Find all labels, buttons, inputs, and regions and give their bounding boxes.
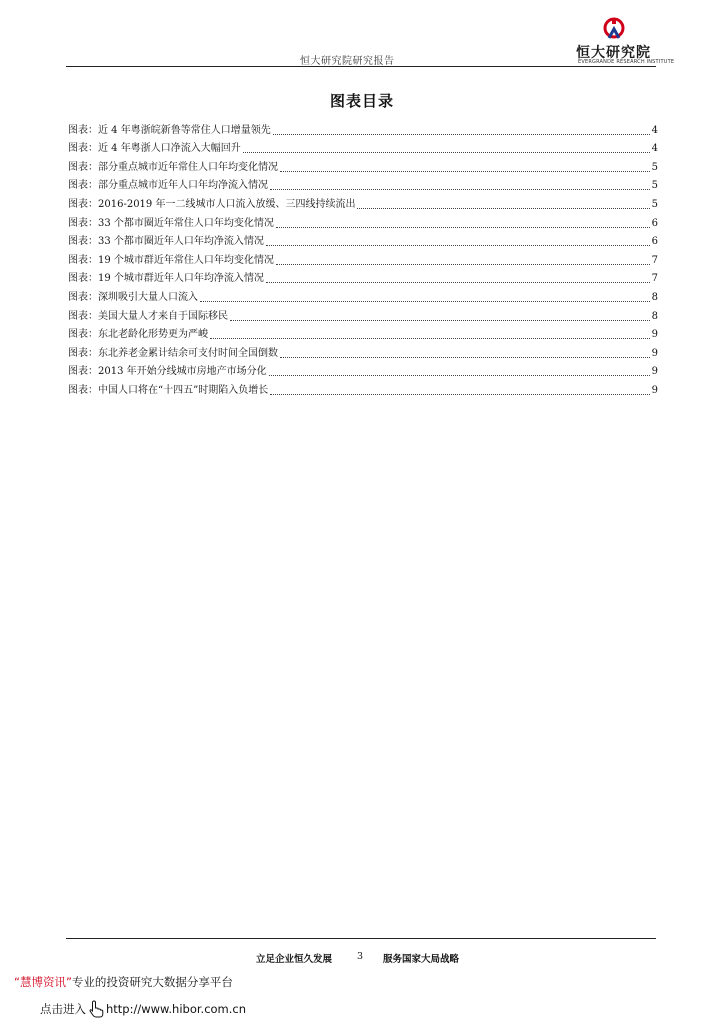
promo-banner (14, 974, 233, 990)
toc-item-label: 图表：19 个城市群近年常住人口年均变化情况 (68, 254, 274, 266)
promo-brand: “慧博资讯” (14, 975, 72, 989)
toc-item-page: 4 (651, 143, 658, 155)
toc-item[interactable] (68, 175, 658, 194)
toc-leader-dots (270, 394, 649, 395)
toc-item-label: 图表：东北老龄化形势更为严峻 (68, 329, 208, 341)
toc-item-label: 图表：东北养老金累计结余可支付时间全国倒数 (68, 347, 278, 359)
toc-item[interactable] (68, 268, 658, 287)
toc-item-label: 图表：2013 年开始分线城市房地产市场分化 (68, 366, 267, 378)
hibor-link[interactable]: http://www.hibor.com.cn (106, 1002, 247, 1016)
toc-item-page: 7 (651, 254, 658, 266)
toc-item-label: 图表：33 个都市圈近年常住人口年均变化情况 (68, 217, 274, 229)
toc-item-label: 图表：33 个都市圈近年人口年均净流入情况 (68, 236, 264, 248)
toc-item[interactable] (68, 119, 658, 138)
toc-item[interactable] (68, 305, 658, 324)
toc-item-label: 图表：中国人口将在“十四五”时期陷入负增长 (68, 384, 269, 396)
toc-item[interactable] (68, 324, 658, 343)
hand-pointer-icon (88, 1000, 104, 1018)
toc-leader-dots (280, 357, 650, 358)
toc-item-page: 9 (651, 384, 658, 396)
logo-name: 恒大研究院 (576, 45, 651, 61)
toc-item-label: 图表：19 个城市群近年人口年均净流入情况 (68, 273, 264, 285)
toc-leader-dots (357, 208, 649, 209)
toc-item-label: 图表：近 4 年粤浙人口净流入大幅回升 (68, 143, 241, 155)
toc-item[interactable] (68, 212, 658, 231)
toc-item[interactable] (68, 193, 658, 212)
toc-leader-dots (276, 264, 650, 265)
toc-leader-dots (230, 320, 650, 321)
toc-leader-dots (270, 189, 650, 190)
footer-slogan-left: 立足企业恒久发展 (256, 954, 333, 965)
toc-item-page: 9 (651, 366, 658, 378)
toc-item-label: 图表：部分重点城市近年人口年均净流入情况 (68, 180, 268, 192)
toc-item[interactable] (68, 361, 658, 380)
logo-english-name: EVERGRANDE RESEARCH INSTITUTE (578, 59, 675, 65)
toc-leader-dots (200, 301, 650, 302)
toc-leader-dots (266, 245, 650, 246)
toc-item-page: 6 (651, 236, 658, 248)
toc-item-page: 5 (651, 161, 658, 173)
toc-item-page: 5 (651, 180, 658, 192)
link-prefix: 点击进入 (40, 1002, 86, 1016)
toc-item-label: 图表：美国大量人才来自于国际移民 (68, 310, 228, 322)
toc-leader-dots (243, 152, 650, 153)
toc-item-page: 6 (651, 217, 658, 229)
toc-leader-dots (210, 338, 650, 339)
toc-title: 图表目录 (329, 92, 394, 110)
report-header-label: 恒大研究院研究报告 (300, 56, 395, 67)
evergrande-logo (576, 16, 686, 68)
toc-item-page: 9 (651, 329, 658, 341)
toc-item-page: 8 (651, 291, 658, 303)
promo-text: 专业的投资研究大数据分享平台 (71, 975, 233, 989)
toc-item-page: 9 (651, 347, 658, 359)
toc-item-label: 图表：深圳吸引大量人口流入 (68, 291, 198, 303)
toc-item[interactable] (68, 342, 658, 361)
toc-item-page: 7 (651, 273, 658, 285)
toc-item-page: 4 (651, 124, 658, 136)
toc-list (68, 119, 658, 398)
toc-item[interactable] (68, 156, 658, 175)
toc-item-label: 图表：2016-2019 年一二线城市人口流入放缓、三四线持续流出 (68, 198, 356, 210)
toc-item-page: 5 (651, 198, 658, 210)
toc-item[interactable] (68, 249, 658, 268)
footer-divider (66, 938, 656, 939)
toc-item-label: 图表：近 4 年粤浙皖新鲁等常住人口增量领先 (68, 124, 271, 136)
toc-leader-dots (276, 227, 650, 228)
toc-leader-dots (280, 171, 650, 172)
footer-slogan-right: 服务国家大局战略 (383, 954, 460, 965)
toc-item[interactable] (68, 286, 658, 305)
toc-leader-dots (273, 134, 650, 135)
evergrande-logo-icon (601, 16, 627, 42)
promo-link-line[interactable] (40, 1000, 246, 1018)
header-divider (66, 66, 656, 67)
page-number: 3 (357, 951, 364, 962)
toc-leader-dots (266, 282, 650, 283)
toc-item-label: 图表：部分重点城市近年常住人口年均变化情况 (68, 161, 278, 173)
toc-item[interactable] (68, 138, 658, 157)
toc-leader-dots (269, 375, 650, 376)
toc-item[interactable] (68, 379, 658, 398)
toc-item[interactable] (68, 231, 658, 250)
toc-item-page: 8 (651, 310, 658, 322)
